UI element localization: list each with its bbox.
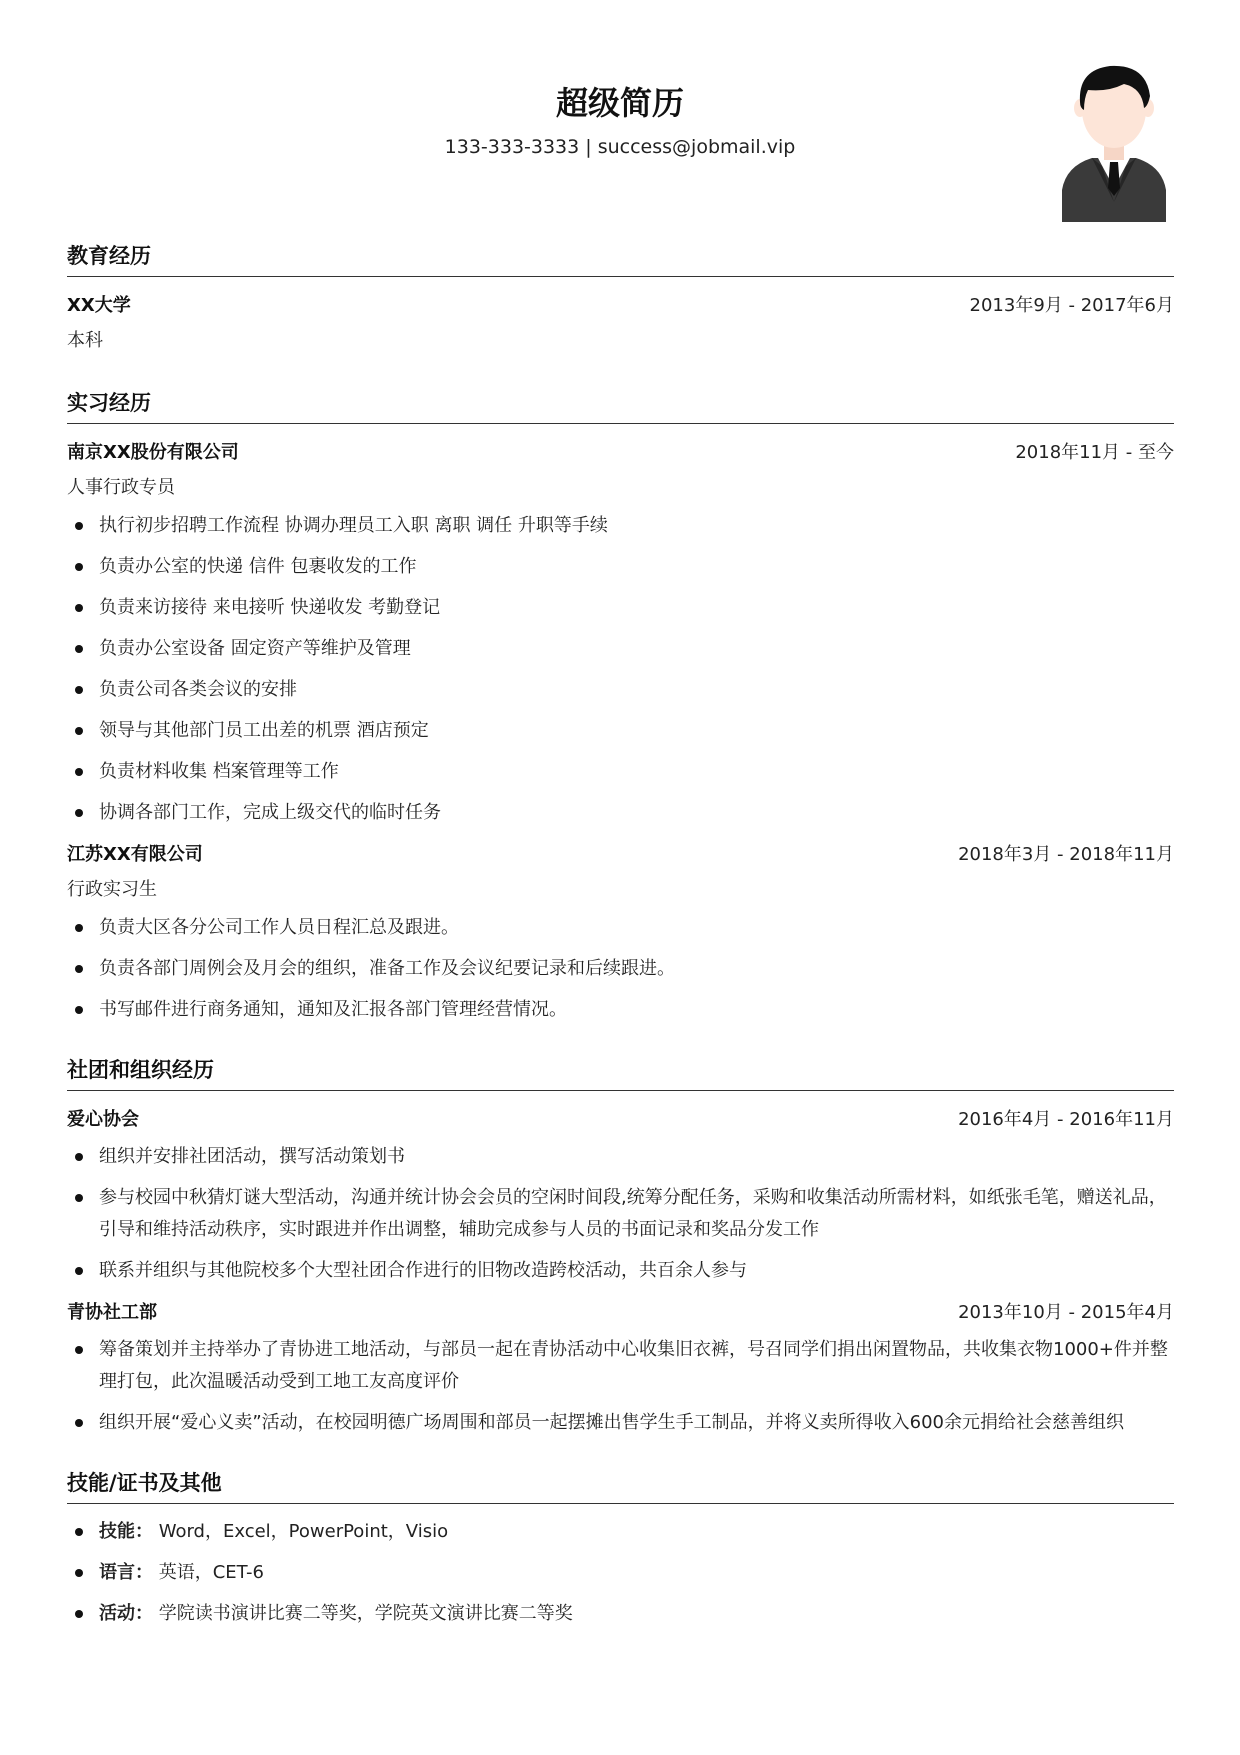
list-item: 领导与其他部门员工出差的机票 酒店预定 xyxy=(67,715,1174,747)
resume-title: 超级简历 xyxy=(555,84,684,122)
section-title: 实习经历 xyxy=(67,387,1174,424)
list-item: 协调各部门工作，完成上级交代的临时任务 xyxy=(67,797,1174,829)
section-title: 社团和组织经历 xyxy=(67,1054,1174,1091)
company-name: 南京XX股份有限公司 xyxy=(67,442,239,463)
list-item: 书写邮件进行商务通知，通知及汇报各部门管理经营情况。 xyxy=(67,994,1174,1026)
entry-date: 2018年3月 - 2018年11月 xyxy=(958,844,1174,865)
bullet-list xyxy=(67,1334,1174,1439)
club-name: 爱心协会 xyxy=(67,1109,139,1130)
list-item: 联系并组织与其他院校多个大型社团合作进行的旧物改造跨校活动，共百余人参与 xyxy=(67,1255,1174,1287)
list-item xyxy=(67,1598,1174,1630)
club-name: 青协社工部 xyxy=(67,1302,157,1323)
school-name: XX大学 xyxy=(67,295,131,316)
skill-label: 语言： xyxy=(99,1562,153,1583)
job-title: 行政实习生 xyxy=(67,879,157,900)
list-item xyxy=(67,1516,1174,1548)
list-item: 负责办公室设备 固定资产等维护及管理 xyxy=(67,633,1174,665)
education-entry xyxy=(67,289,1174,359)
list-item: 筹备策划并主持举办了青协进工地活动，与部员一起在青协活动中心收集旧衣裤，号召同学们捐出闲置物品，共收集衣物1000+件并整理打包，此次温暖活动受到工地工友高度评价 xyxy=(67,1334,1174,1398)
internship-section xyxy=(67,387,1174,1026)
club-entry xyxy=(67,1103,1174,1287)
resume-content xyxy=(67,240,1174,1658)
bullet-list xyxy=(67,1141,1174,1287)
bullet-list xyxy=(67,1516,1174,1630)
skills-section xyxy=(67,1467,1174,1630)
avatar-icon xyxy=(1058,62,1170,222)
club-entry xyxy=(67,1296,1174,1439)
entry-date: 2016年4月 - 2016年11月 xyxy=(958,1109,1174,1130)
skill-value: 学院读书演讲比赛二等奖，学院英文演讲比赛二等奖 xyxy=(153,1603,573,1624)
contact-line: 133-333-3333 | success@jobmail.vip xyxy=(444,136,796,158)
list-item: 负责大区各分公司工作人员日程汇总及跟进。 xyxy=(67,912,1174,944)
job-title: 人事行政专员 xyxy=(67,477,175,498)
entry-date: 2013年9月 - 2017年6月 xyxy=(969,295,1174,316)
list-item: 负责办公室的快递 信件 包裹收发的工作 xyxy=(67,551,1174,583)
bullet-list xyxy=(67,912,1174,1026)
list-item xyxy=(67,1557,1174,1589)
list-item: 负责各部门周例会及月会的组织，准备工作及会议纪要记录和后续跟进。 xyxy=(67,953,1174,985)
skill-value: Word，Excel，PowerPoint，Visio xyxy=(153,1521,449,1542)
section-title: 教育经历 xyxy=(67,240,1174,277)
entry-date: 2013年10月 - 2015年4月 xyxy=(958,1302,1174,1323)
degree: 本科 xyxy=(67,330,103,351)
clubs-section xyxy=(67,1054,1174,1439)
list-item: 负责来访接待 来电接听 快递收发 考勤登记 xyxy=(67,592,1174,624)
list-item: 组织并安排社团活动，撰写活动策划书 xyxy=(67,1141,1174,1173)
list-item: 负责材料收集 档案管理等工作 xyxy=(67,756,1174,788)
education-section xyxy=(67,240,1174,359)
list-item: 执行初步招聘工作流程 协调办理员工入职 离职 调任 升职等手续 xyxy=(67,510,1174,542)
list-item: 组织开展“爱心义卖”活动，在校园明德广场周围和部员一起摆摊出售学生手工制品，并将义卖所得收入600余元捐给社会慈善组织 xyxy=(67,1407,1174,1439)
internship-entry xyxy=(67,436,1174,829)
list-item: 参与校园中秋猜灯谜大型活动，沟通并统计协会会员的空闲时间段,统筹分配任务，采购和收集活动所需材料，如纸张毛笔，赠送礼品，引导和维持活动秩序，实时跟进并作出调整，辅助完成参与人员的书面记录和奖品分发工作 xyxy=(67,1182,1174,1246)
list-item: 负责公司各类会议的安排 xyxy=(67,674,1174,706)
bullet-list xyxy=(67,510,1174,829)
skill-value: 英语，CET-6 xyxy=(153,1562,264,1583)
entry-date: 2018年11月 - 至今 xyxy=(1015,442,1174,463)
section-title: 技能/证书及其他 xyxy=(67,1467,1174,1504)
internship-entry xyxy=(67,838,1174,1026)
company-name: 江苏XX有限公司 xyxy=(67,844,203,865)
skill-label: 技能： xyxy=(99,1521,153,1542)
skill-label: 活动： xyxy=(99,1603,153,1624)
